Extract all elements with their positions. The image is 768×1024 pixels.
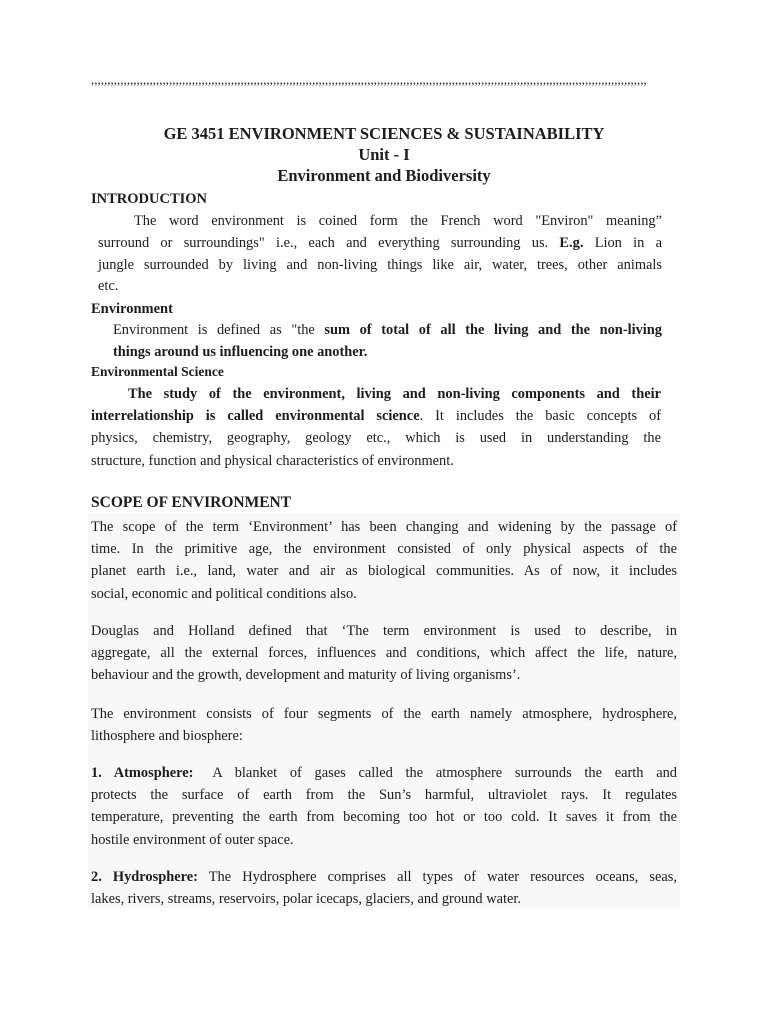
- intro-line: [98, 232, 662, 254]
- scope-paragraph-3: [91, 703, 677, 747]
- scope-line: aggregate, all the external forces, influences and conditions, which affect the life, nature,: [91, 645, 677, 662]
- hydrosphere-line: lakes, rivers, streams, reservoirs, polar icecaps, glaciers, and ground water.: [91, 891, 521, 908]
- hydrosphere-text: The Hydrosphere comprises all types of water resources oceans, seas,: [197, 869, 677, 885]
- scope-line: behaviour and the growth, development and maturity of living organisms’.: [91, 667, 521, 684]
- scope-line: planet earth i.e., land, water and air as biological communities. As of now, it includes: [91, 563, 677, 580]
- intro-text: surround or surroundings" i.e., each and everything surrounding us.: [98, 235, 560, 252]
- atmosphere-line: hostile environment of outer space.: [91, 831, 294, 848]
- atmosphere-text: A blanket of gases called the atmosphere surrounds the earth and: [212, 765, 677, 781]
- environment-text: Environment is defined as "the: [113, 322, 325, 338]
- scope-line: social, economic and political conditions also.: [91, 585, 357, 602]
- atmosphere-line: temperature, preventing the earth from becoming too hot or too cold. It saves it from the: [91, 809, 677, 826]
- atmosphere-paragraph: [91, 762, 677, 851]
- intro-eg: E.g.: [559, 235, 584, 252]
- atmosphere-line: [91, 762, 677, 784]
- env-science-line: [91, 405, 661, 427]
- environment-heading: Environment: [91, 301, 173, 317]
- scope-heading: SCOPE OF ENVIRONMENT: [91, 494, 292, 511]
- env-science-line: The study of the environment, living and non-living components and their: [128, 386, 661, 402]
- intro-text: Lion in a: [583, 235, 662, 252]
- environment-definition: [113, 319, 662, 363]
- hydrosphere-label: 2. Hydrosphere:: [91, 869, 198, 885]
- environmental-science-paragraph: [91, 383, 661, 472]
- intro-line: The word environment is coined form the French word "Environ" meaning”: [134, 213, 662, 229]
- environmental-science-heading: Environmental Science: [91, 364, 224, 379]
- environment-line: [113, 319, 662, 341]
- course-title: GE 3451 ENVIRONMENT SCIENCES & SUSTAINABILITY: [163, 124, 605, 143]
- chapter-title: Environment and Biodiversity: [277, 166, 491, 185]
- scope-paragraph-2: [91, 620, 677, 687]
- scope-line: Douglas and Holland defined that ‘The term environment is used to describe, in: [91, 623, 677, 639]
- top-dotted-rule: ,,,,,,,,,,,,,,,,,,,,,,,,,,,,,,,,,,,,,,,,,,,,,,,,,,,,,,,,,,,,,,,,,,,,,,,,,,,,,,,,,,,,,,,,,,,,,,,,,,,,,,,,,,,,,,,,,,,,,,,,,,,,,,,,,,,,,,,,,,,,,,,,,,,,,,,,,,,,,,,,,,,,,,,,,,,: [91, 72, 647, 87]
- hydrosphere-line: [91, 866, 677, 888]
- scope-line: The scope of the term ‘Environment’ has been changing and widening by the passage of: [91, 519, 677, 535]
- env-science-line: physics, chemistry, geography, geology etc., which is used in understanding the: [91, 430, 661, 447]
- scope-line: time. In the primitive age, the environment consisted of only physical aspects of the: [91, 541, 677, 558]
- introduction-heading: INTRODUCTION: [91, 191, 208, 207]
- intro-line: jungle surrounded by living and non-living things like air, water, trees, other animals: [98, 257, 662, 274]
- scope-line: The environment consists of four segments of the earth namely atmosphere, hydrosphere,: [91, 706, 677, 722]
- introduction-paragraph: [98, 210, 662, 297]
- intro-line: etc.: [98, 277, 119, 294]
- unit-title: Unit - I: [358, 145, 410, 164]
- env-science-line: structure, function and physical characteristics of environment.: [91, 452, 454, 469]
- scope-paragraph-1: [91, 516, 677, 605]
- atmosphere-line: protects the surface of earth from the Sun’s harmful, ultraviolet rays. It regulates: [91, 787, 677, 804]
- hydrosphere-paragraph: [91, 866, 677, 910]
- environment-bold: sum of total of all the living and the non-living: [324, 322, 662, 338]
- env-science-bold: interrelationship is called environmental science: [91, 408, 420, 425]
- scope-line: lithosphere and biosphere:: [91, 728, 243, 745]
- atmosphere-label: 1. Atmosphere:: [91, 765, 194, 781]
- env-science-text: . It includes the basic concepts of: [419, 408, 661, 425]
- environment-line: things around us influencing one another.: [113, 344, 368, 361]
